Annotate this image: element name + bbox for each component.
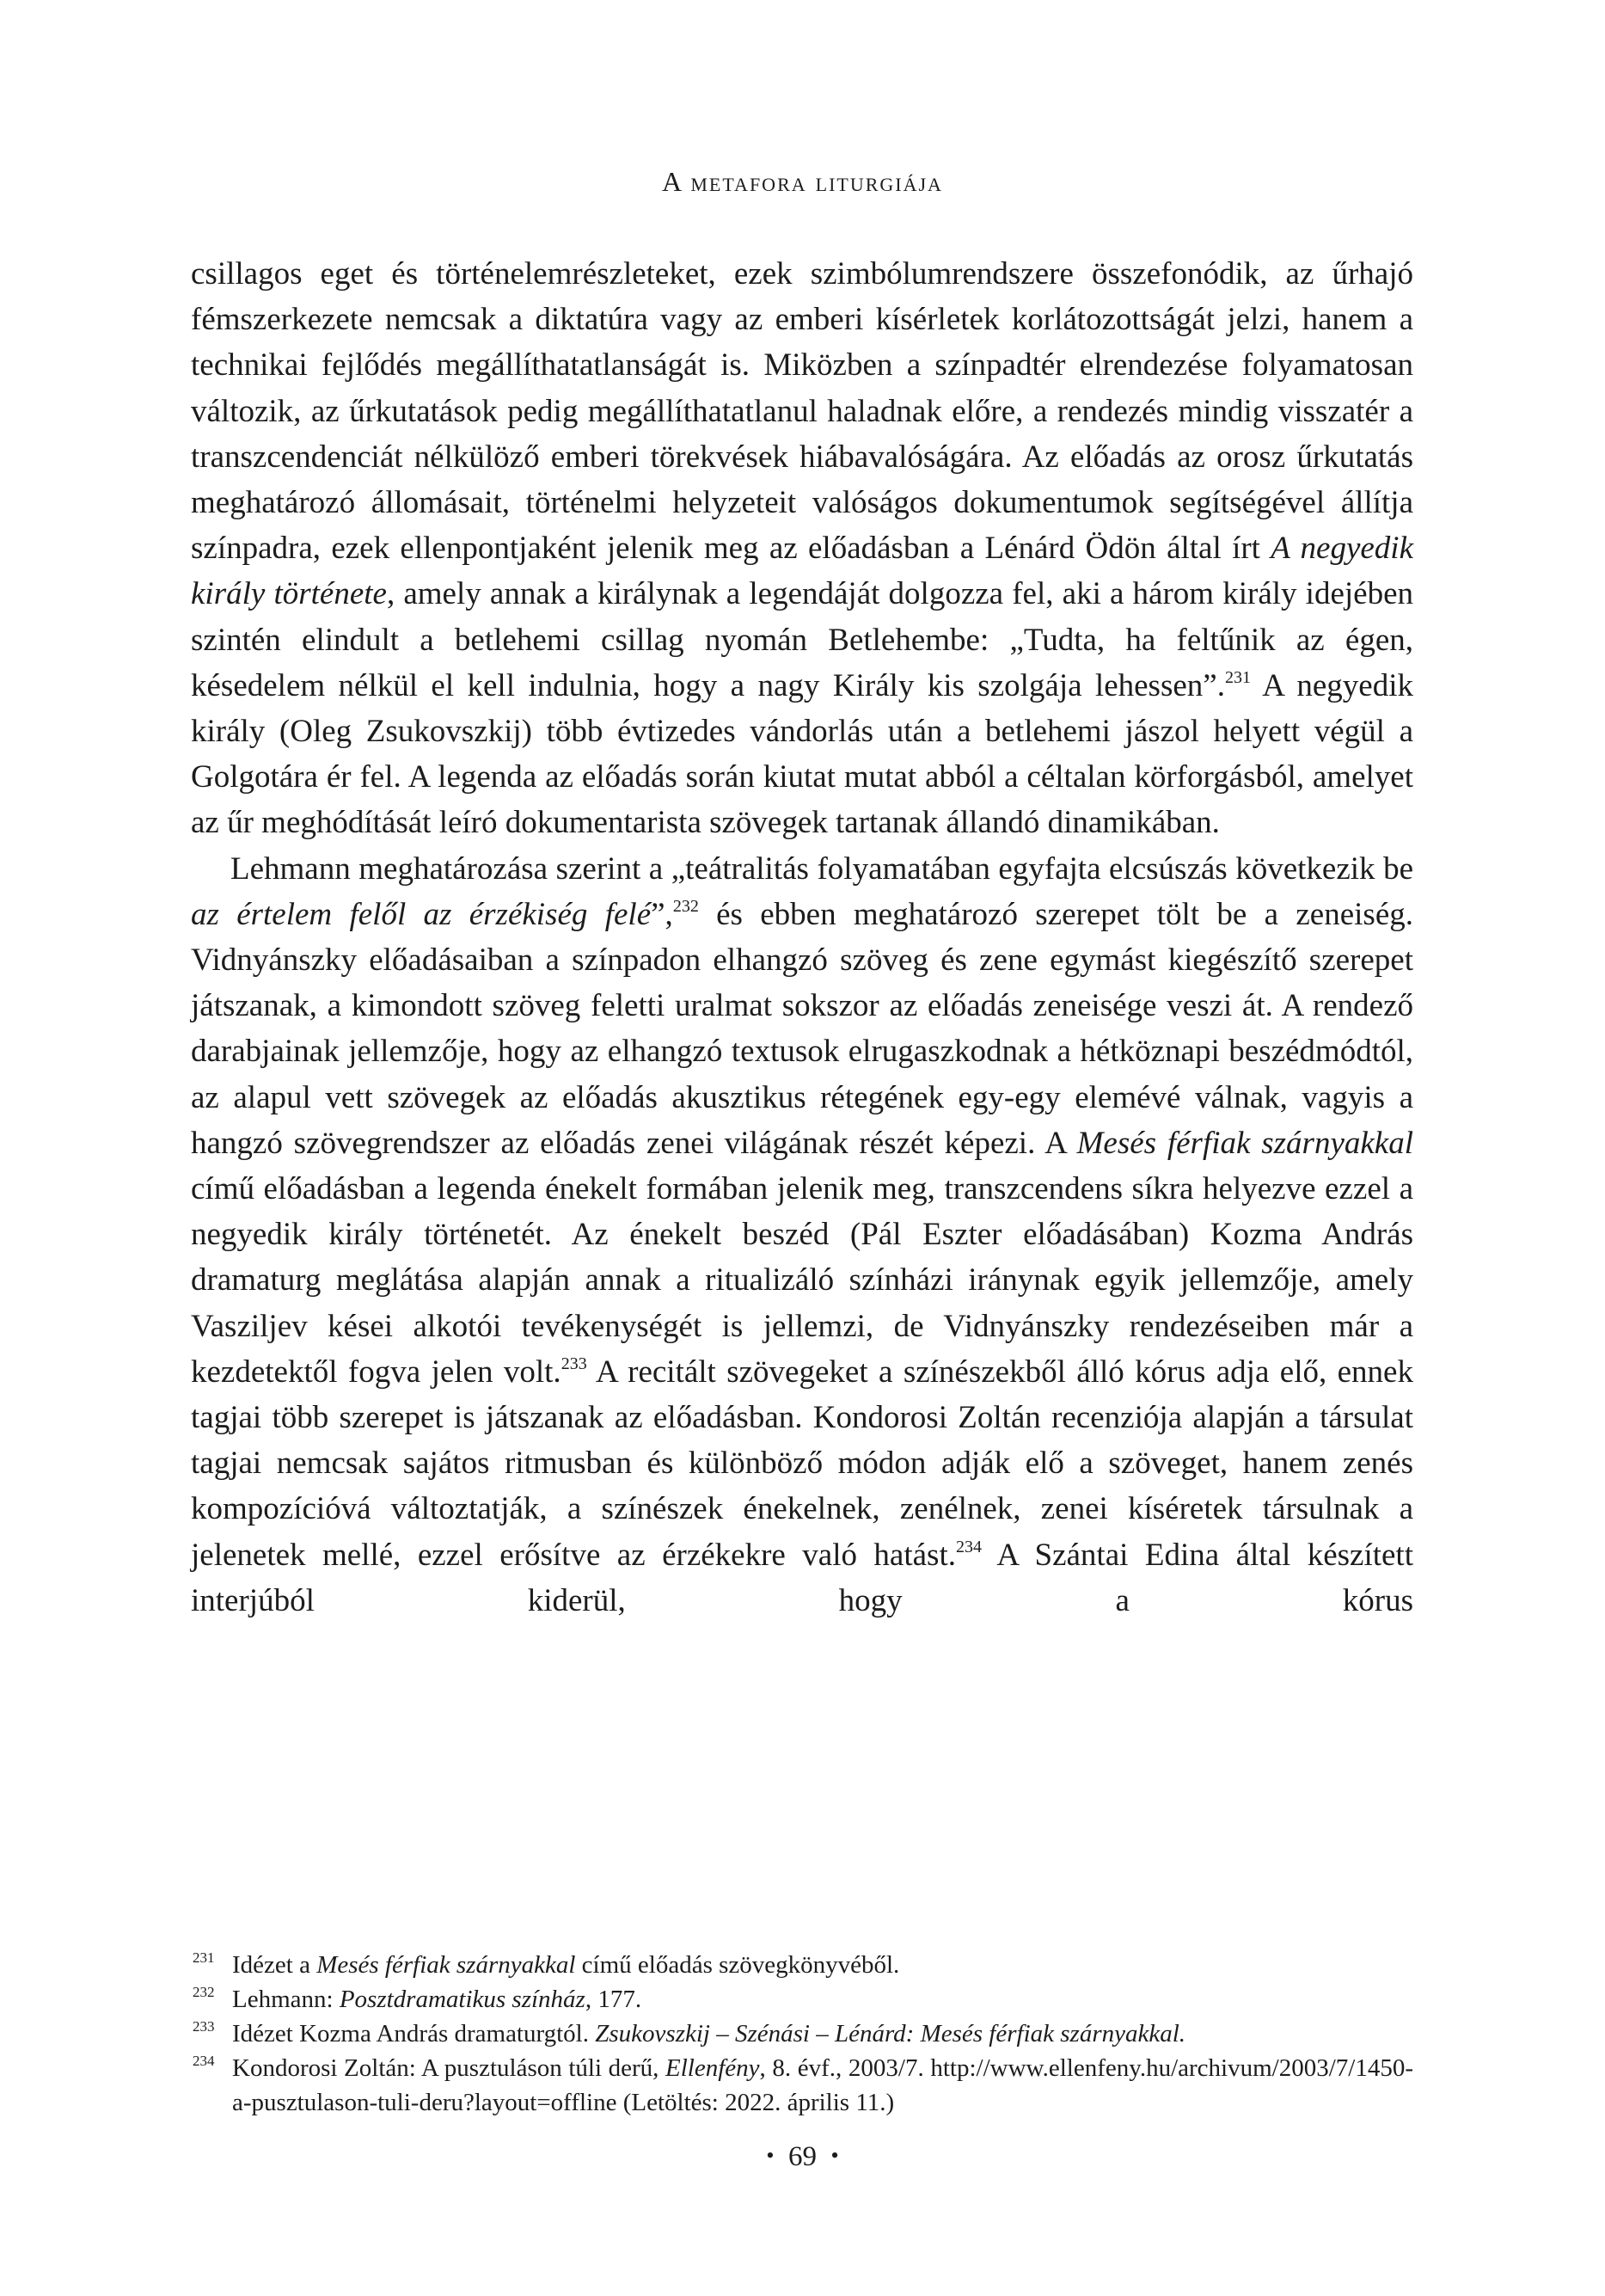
footnote-italic: Zsukovszkij – Szénási – Lénárd: Mesés férfiak szárnyakkal. — [595, 2020, 1186, 2047]
footnote-number: 232 — [193, 1984, 215, 2000]
bullet-icon: • — [830, 2143, 839, 2168]
text-run: című előadásban a legenda énekelt formában jelenik meg, transzcendens síkra helyezve ezzel a negyedik király történetét. Az énekelt beszéd (Pál Eszter előadásában) Kozma András dramaturg meglátása alapján annak a ritualizáló színházi iránynak egyik jellemzője, amely Vasziljev kései alkotói tevékenységét is jellemzi, de Vidnyánszky rendezéseiben már a kezdetektől fogva jelen volt. — [191, 1171, 1413, 1390]
paragraph — [191, 251, 1413, 846]
text-run: csillagos eget és történelemrészleteket, ezek szimbólumrendszere összefonódik, az űrhajó fémszerkezete nemcsak a diktatúra vagy az emberi kísérletek korlátozottságát jelzi, hanem a technikai fejlődés megállíthatatlanságát is. Miközben a színpadtér elrendezése folyamatosan változik, az űrkutatások pedig megállíthatatlanul haladnak előre, a rendezés mindig visszatér a transzcendenciát nélkülöző emberi törekvések hiábavalóságára. Az előadás az orosz űrkutatás meghatározó állomásait, történelmi helyzeteit valóságos dokumentumok segítségével állítja színpadra, ezek ellenpontjaként jelenik meg az előadásban a Lénárd Ödön által írt — [191, 256, 1413, 567]
footnote — [191, 2017, 1413, 2051]
footnote-ref[interactable]: 233 — [561, 1354, 587, 1373]
page-number-value: 69 — [788, 2141, 817, 2172]
footnote-italic: Ellenfény — [665, 2054, 760, 2082]
text-run: Lehmann meghatározása szerint a „teátralitás folyamatában egyfajta elcsúszás következik be — [230, 850, 1413, 887]
footnote-number: 234 — [193, 2053, 215, 2069]
footnote-italic: Posztdramatikus színház — [339, 1986, 585, 2013]
italic-title: Mesés férfiak szárnyakkal — [1076, 1125, 1413, 1161]
body-text — [191, 251, 1413, 1624]
text-run: , amely annak a királynak a legendáját dolgozza fel, aki a három király idejében szintén elindult a betlehemi csillag nyomán Betlehembe: „Tudta, ha feltűnik az égen, késedelem nélkül el kell indulnia, hogy a nagy Király kis szolgája lehessen”. — [191, 576, 1413, 703]
text-run: A recitált szövegeket a színészekből álló kórus adja elő, ennek tagjai több szerepet is játszanak az előadásban. Kondorosi Zoltán recenziója alapján a társulat tagjai nemcsak sajátos ritmusban és különböző módon adják elő a szöveget, hanem zenés kompozícióvá változtatják, a színészek énekelnek, zenélnek, zenei kíséretek társulnak a jelenetek mellé, ezzel erősítve az érzékekre való hatást. — [191, 1354, 1413, 1573]
footnote-text: Idézet Kozma András dramaturgtól. — [232, 2020, 596, 2047]
bullet-icon: • — [766, 2143, 775, 2168]
footnote-ref[interactable]: 234 — [955, 1537, 982, 1556]
footnote-text: , 177. — [585, 1986, 642, 2013]
italic-title: A negyedik király története — [191, 531, 1414, 612]
footnote-text: , 8. évf., 2003/7. http://www.ellenfeny.hu/archivum/2003/7/1450-a-pusztulason-tuli-deru?layout=offline (Letöltés: 2022. április 11.) — [232, 2054, 1413, 2116]
italic-quote: az értelem felől az érzékiség felé — [191, 896, 652, 932]
footnote-italic: Mesés férfiak szárnyakkal — [316, 1951, 576, 1979]
footnote-text: Idézet a — [232, 1951, 317, 1979]
text-run: ”, — [651, 896, 673, 932]
footnotes — [191, 1948, 1413, 2120]
footnote — [191, 2051, 1413, 2120]
footnote-number: 231 — [193, 1949, 215, 1966]
footnote-text: Kondorosi Zoltán: A pusztuláson túli derű, — [232, 2054, 666, 2082]
text-run: A Szántai Edina által készített interjúból kiderül, hogy a kórus — [191, 1537, 1413, 1618]
footnote — [191, 1948, 1413, 1982]
footnote-ref[interactable]: 232 — [672, 896, 699, 916]
footnote-number: 233 — [193, 2018, 215, 2035]
footnote-text: című előadás szövegkönyvéből. — [575, 1951, 900, 1979]
text-run: A negyedik király (Oleg Zsukovszkij) több évtizedes vándorlás után a betlehemi jászol helyett végül a Golgotára ér fel. A legenda az előadás során kiutat mutat abból a céltalan körforgásból, amelyet az űr meghódítását leíró dokumentarista szövegek tartanak állandó dinamikában. — [191, 667, 1414, 841]
text-run: és ebben meghatározó szerepet tölt be a zeneiség. Vidnyánszky előadásaiban a színpadon elhangzó szöveg és zene egymást kiegészítő szerepet játszanak, a kimondott szöveg feletti uralmat sokszor az előadás zeneisége veszi át. A rendező darabjainak jellemzője, hogy az elhangzó textusok elrugaszkodnak a hétköznapi beszédmódtól, az alapul vett szövegek az előadás akusztikus rétegének egy-egy elemévé válnak, vagyis a hangzó szövegrendszer az előadás zenei világának részét képezi. A — [191, 896, 1414, 1161]
footnote-text: Lehmann: — [232, 1986, 340, 2013]
footnote-ref[interactable]: 231 — [1224, 667, 1251, 687]
footnote — [191, 1982, 1413, 2017]
running-head: A metafora liturgiája — [662, 166, 943, 197]
page-number — [0, 2141, 1605, 2173]
paragraph — [191, 846, 1413, 1624]
